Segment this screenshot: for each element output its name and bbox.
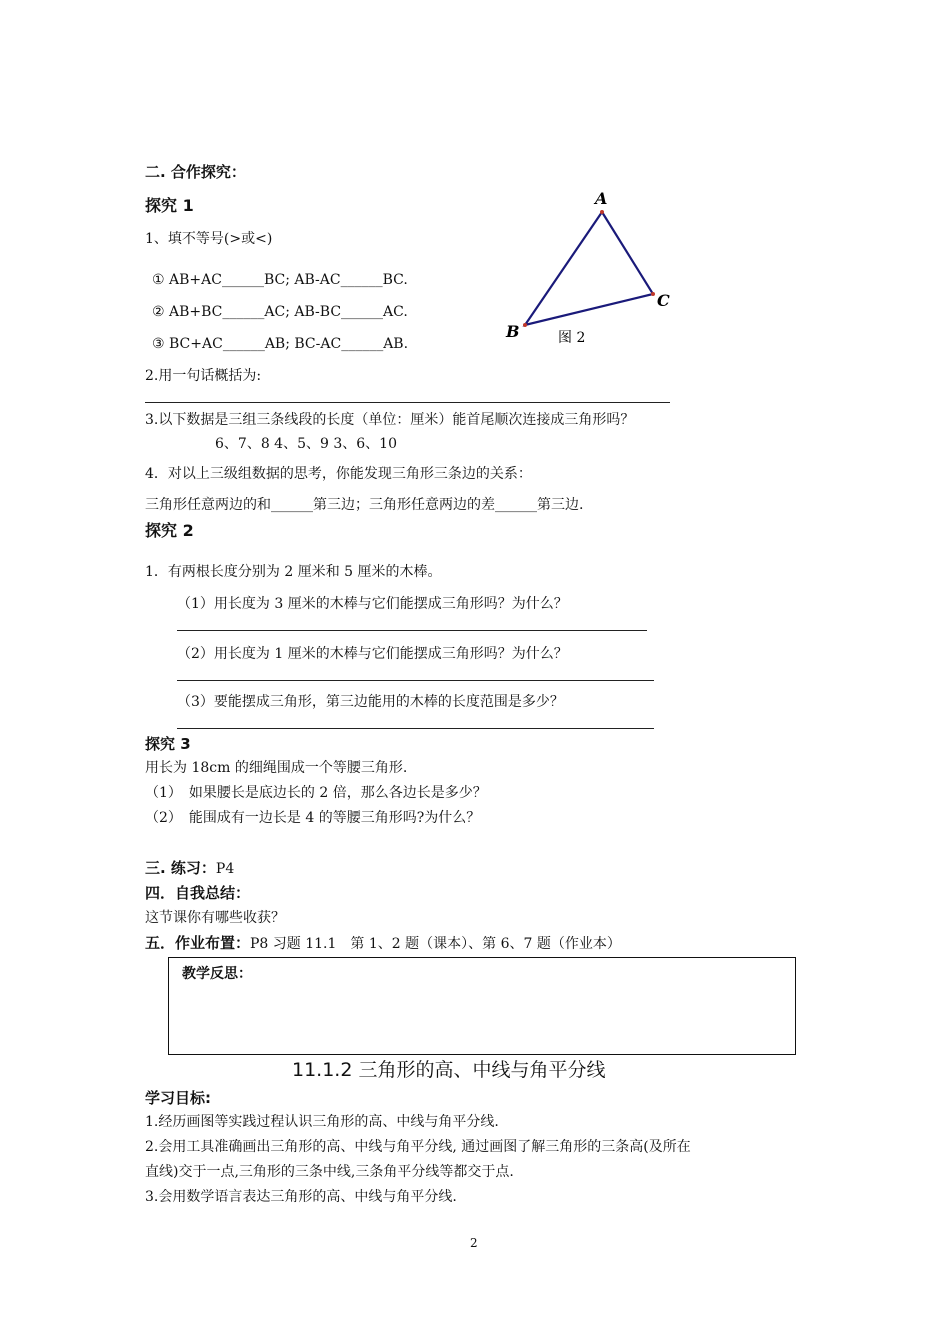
explore1-item-1: ① AB+AC______BC; AB-AC______BC. <box>152 272 408 288</box>
explore1-q2: 2.用一句话概括为: <box>145 368 262 384</box>
answer-line <box>177 728 654 729</box>
explore3-intro: 用长为 18cm 的细绳围成一个等腰三角形. <box>145 760 408 776</box>
explore3-heading: 探究 3 <box>145 735 191 753</box>
answer-line <box>145 402 670 403</box>
goal-2-cont: 直线)交于一点,三角形的三条中线,三条角平分线等都交于点. <box>145 1164 514 1180</box>
reflection-label: 教学反思： <box>182 966 252 982</box>
explore1-q4: 4．对以上三级组数据的思考，你能发现三角形三条边的关系： <box>145 466 532 482</box>
section-heading-cooperative-inquiry: 二. 合作探究： <box>145 163 246 181</box>
explore3-sub-1: （1） 如果腰长是底边长的 2 倍，那么各边长是多少？ <box>145 785 487 801</box>
section4-text: 这节课你有哪些收获？ <box>145 910 285 926</box>
section3-text: P4 <box>215 861 235 877</box>
explore2-intro: 1．有两根长度分别为 2 厘米和 5 厘米的木棒。 <box>145 564 442 580</box>
explore1-item-3: ③ BC+AC______AB; BC-AC______AB. <box>152 336 409 352</box>
vertex-b-label: B <box>506 322 520 341</box>
vertex-a-label: A <box>595 189 608 208</box>
page-number: 2 <box>470 1236 478 1250</box>
lesson-title: 11.1.2 三角形的高、中线与角平分线 <box>292 1059 606 1081</box>
section5-heading: 五．作业布置： <box>145 934 251 952</box>
explore1-q3: 3.以下数据是三组三条线段的长度（单位：厘米）能首尾顺次连接成三角形吗？ <box>145 412 635 428</box>
teaching-reflection-box <box>168 957 796 1055</box>
section5-line <box>145 933 621 954</box>
vertex-c-label: C <box>657 291 670 310</box>
explore1-item-2: ② AB+BC______AC; AB-BC______AC. <box>152 304 408 320</box>
learning-goals-heading: 学习目标: <box>145 1089 211 1107</box>
explore1-heading: 探究 1 <box>145 196 194 215</box>
explore2-sub-2: （2）用长度为 1 厘米的木棒与它们能摆成三角形吗？为什么？ <box>177 646 568 662</box>
vertex-a-dot <box>600 210 604 214</box>
figure-caption: 图 2 <box>558 330 586 346</box>
triangle-figure <box>495 185 695 355</box>
section5-text: P8 习题 11.1 第 1、2 题（课本）、第 6、7 题（作业本） <box>250 936 621 952</box>
section3-heading: 三. 练习： <box>145 859 216 877</box>
vertex-b-dot <box>523 323 527 327</box>
section3-line <box>145 858 234 879</box>
goal-1: 1.经历画图等实践过程认识三角形的高、中线与角平分线. <box>145 1114 499 1130</box>
explore2-heading: 探究 2 <box>145 521 194 540</box>
goal-3: 3.会用数学语言表达三角形的高、中线与角平分线. <box>145 1189 457 1205</box>
explore2-sub-1: （1）用长度为 3 厘米的木棒与它们能摆成三角形吗？为什么？ <box>177 596 568 612</box>
triangle-abc <box>525 212 653 325</box>
section4-heading: 四．自我总结： <box>145 884 251 902</box>
explore2-sub-3: （3）要能摆成三角形，第三边能用的木棒的长度范围是多少？ <box>177 694 564 710</box>
explore3-sub-2: （2） 能围成有一边长是 4 的等腰三角形吗?为什么？ <box>145 810 481 826</box>
goal-2: 2.会用工具准确画出三角形的高、中线与角平分线, 通过画图了解三角形的三条高(及所在 <box>145 1139 691 1155</box>
explore1-q1: 1、填不等号(>或<) <box>145 231 273 247</box>
answer-line <box>177 680 654 681</box>
explore1-q4-fill: 三角形任意两边的和______第三边；三角形任意两边的差______第三边. <box>145 497 584 513</box>
vertex-c-dot <box>651 292 655 296</box>
answer-line <box>177 630 647 631</box>
explore1-q3-data: 6、7、8 4、5、9 3、6、10 <box>215 436 397 452</box>
